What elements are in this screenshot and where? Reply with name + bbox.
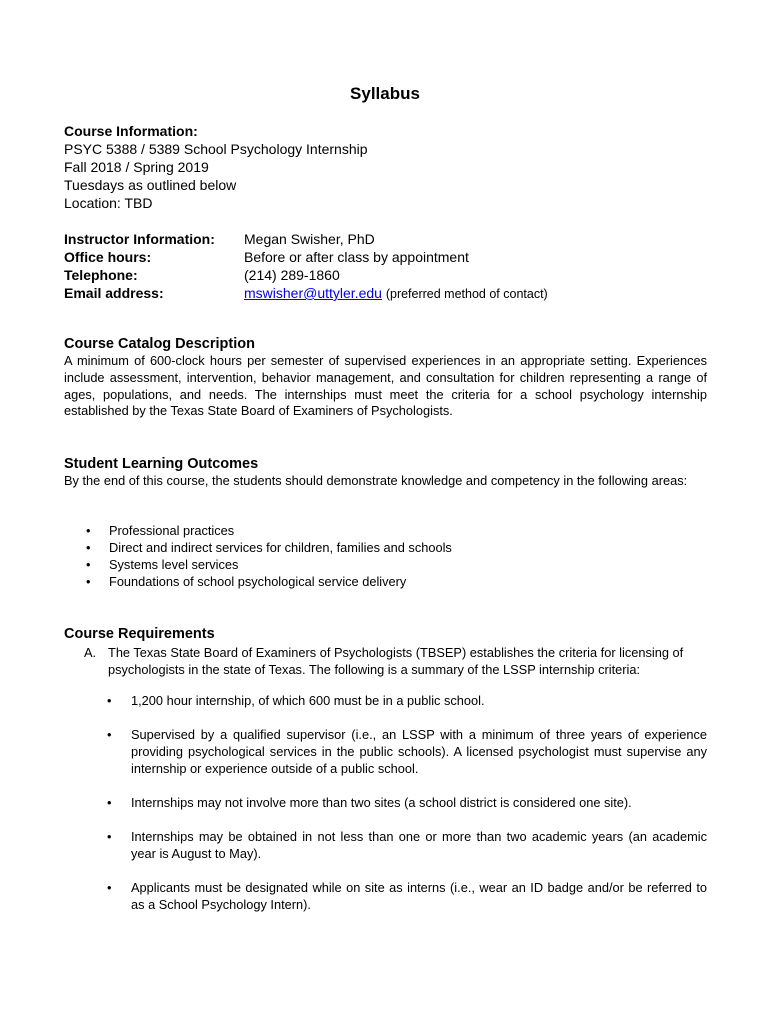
bullet-icon: •: [107, 829, 112, 844]
course-info-heading: Course Information:: [64, 123, 198, 139]
instructor-value: Megan Swisher, PhD: [244, 231, 375, 247]
outcomes-intro: By the end of this course, the students should demonstrate knowledge and competency in the following areas:: [64, 473, 688, 488]
catalog-description: A minimum of 600-clock hours per semester of supervised experiences in an appropriate setting. Experiences include assessment, intervention, behavior management, and consultation for children representing a range of ages, populations, and needs. The internships must meet the criteria for a school psychology internship established by the Texas State Board of Examiners of Psychologists.: [64, 353, 707, 419]
email-label: Email address:: [64, 285, 164, 301]
list-item: [104, 794, 707, 811]
page-title: Syllabus: [350, 84, 420, 103]
telephone-value: (214) 289-1860: [244, 267, 340, 283]
email-note: (preferred method of contact): [385, 287, 548, 301]
office-hours-value: Before or after class by appointment: [244, 249, 469, 265]
bullet-icon: •: [107, 795, 112, 810]
list-item: • Systems level services: [64, 556, 452, 573]
outcomes-list: [64, 522, 452, 590]
telephone-row: [64, 266, 548, 284]
requirements-heading: Course Requirements: [64, 626, 215, 642]
course-info-line: Fall 2018 / Spring 2019: [64, 159, 209, 175]
list-item-text: 1,200 hour internship, of which 600 must be in a public school.: [131, 693, 485, 708]
course-info-line: PSYC 5388 / 5389 School Psychology Internship: [64, 141, 368, 157]
list-item: • Foundations of school psychological service delivery: [64, 573, 452, 590]
list-item-text: Supervised by a qualified supervisor (i.e., an LSSP with a minimum of three years of experience providing psychological services in the public schools). A licensed psychologist must supervise any internship or experience outside of a public school.: [131, 727, 707, 776]
requirement-a-text: The Texas State Board of Examiners of Psychologists (TBSEP) establishes the criteria for licensing of psychologists in the state of Texas. The following is a summary of the LSSP internship criteria:: [108, 645, 684, 677]
requirement-a: [84, 644, 707, 678]
instructor-information: [64, 230, 548, 303]
list-item-text: Internships may not involve more than two sites (a school district is considered one site).: [131, 795, 632, 810]
list-item: • Direct and indirect services for children, families and schools: [64, 539, 452, 556]
bullet-icon: •: [107, 693, 112, 708]
list-item: • Professional practices: [64, 522, 452, 539]
course-information: [64, 122, 368, 212]
course-info-line: Location: TBD: [64, 195, 153, 211]
office-hours-row: [64, 248, 548, 266]
email-link[interactable]: mswisher@uttyler.edu: [244, 285, 382, 301]
email-row: [64, 284, 548, 303]
list-item: [104, 828, 707, 862]
catalog-heading: Course Catalog Description: [64, 336, 255, 352]
instructor-row: [64, 230, 548, 248]
list-item: [104, 692, 707, 709]
list-item: [104, 879, 707, 913]
bullet-icon: •: [107, 727, 112, 742]
course-info-line: Tuesdays as outlined below: [64, 177, 237, 193]
instructor-label: Instructor Information:: [64, 231, 215, 247]
office-hours-label: Office hours:: [64, 249, 152, 265]
list-item-text: Applicants must be designated while on site as interns (i.e., wear an ID badge and/or be referred to as a School Psychology Intern).: [131, 880, 707, 912]
bullet-icon: •: [107, 880, 112, 895]
telephone-label: Telephone:: [64, 267, 138, 283]
list-item: [104, 726, 707, 777]
requirements-list: [104, 692, 707, 913]
requirement-letter: A.: [84, 645, 97, 660]
outcomes-heading: Student Learning Outcomes: [64, 456, 259, 472]
list-item-text: Internships may be obtained in not less than one or more than two academic years (an academic year is August to May).: [131, 829, 707, 861]
